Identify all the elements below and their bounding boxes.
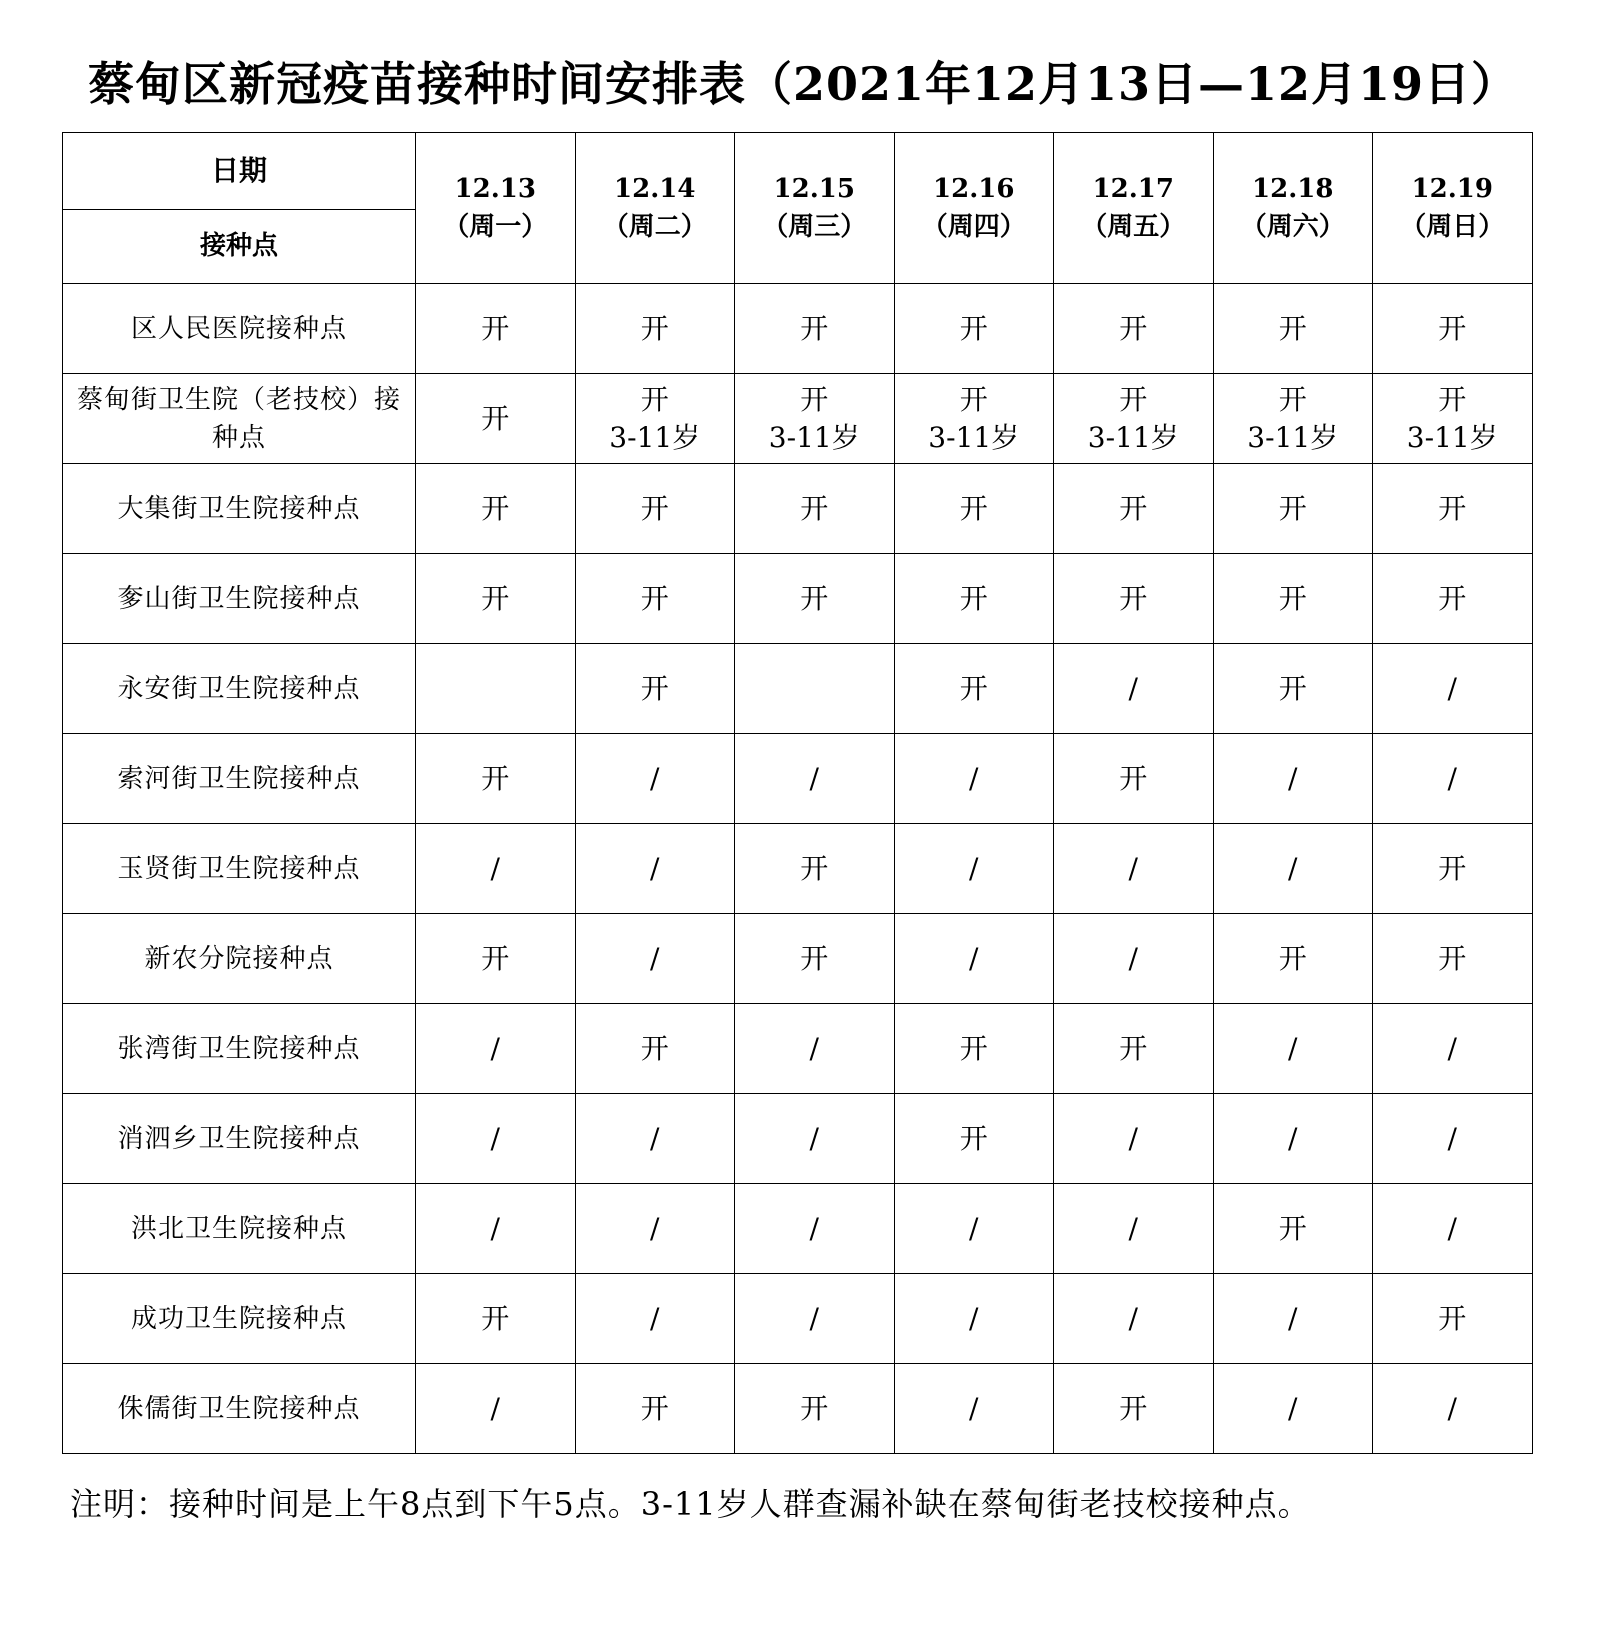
schedule-cell [1373, 1004, 1533, 1094]
age-range-note: 3-11岁 [928, 420, 1020, 454]
status-text: 开 [1278, 941, 1307, 975]
status-text: / [650, 941, 660, 975]
status-text: 开 [1438, 941, 1467, 975]
schedule-cell [1213, 1184, 1373, 1274]
table-row [63, 1274, 1533, 1364]
vaccination-schedule-table [62, 132, 1533, 1454]
status-text: 开 [1119, 761, 1148, 795]
schedule-cell [416, 734, 576, 824]
schedule-cell [1054, 464, 1214, 554]
schedule-cell [1054, 1184, 1214, 1274]
status-text: 开 [1278, 382, 1307, 416]
status-text: 开 [1438, 311, 1467, 345]
day-header-cell [894, 133, 1054, 284]
status-text: 开 [640, 311, 669, 345]
status-text: 开 [481, 581, 510, 615]
status-text: 开 [1438, 491, 1467, 525]
schedule-cell [1373, 824, 1533, 914]
corner-header-cell [63, 133, 416, 284]
table-header-row [63, 133, 1533, 284]
status-text: 开 [1119, 581, 1148, 615]
schedule-cell [1054, 1004, 1214, 1094]
schedule-cell [1054, 284, 1214, 374]
day-weekday: （周四） [921, 212, 1026, 242]
schedule-cell [894, 464, 1054, 554]
day-header-cell [1373, 133, 1533, 284]
age-range-note: 3-11岁 [1406, 420, 1498, 454]
status-text: 开 [959, 1121, 988, 1155]
status-text: 开 [800, 382, 829, 416]
status-text: 开 [959, 311, 988, 345]
schedule-cell [1373, 1364, 1533, 1454]
age-range-note: 3-11岁 [609, 420, 701, 454]
status-text: / [1128, 671, 1138, 705]
status-text: 开 [1278, 581, 1307, 615]
schedule-cell [894, 1184, 1054, 1274]
site-name-cell: 成功卫生院接种点 [63, 1274, 416, 1364]
schedule-cell [416, 824, 576, 914]
schedule-cell [1054, 644, 1214, 734]
table-row [63, 1184, 1533, 1274]
status-text: / [1288, 1301, 1298, 1335]
schedule-cell [1213, 1274, 1373, 1364]
schedule-cell [1054, 824, 1214, 914]
schedule-cell [575, 554, 735, 644]
schedule-cell [735, 554, 895, 644]
table-row [63, 284, 1533, 374]
table-row [63, 1004, 1533, 1094]
status-text: 开 [1119, 1391, 1148, 1425]
status-text: / [969, 1211, 979, 1245]
status-text: 开 [1278, 491, 1307, 525]
status-text: / [1128, 1211, 1138, 1245]
schedule-cell [1373, 374, 1533, 464]
day-weekday: （周五） [1081, 212, 1186, 242]
table-row [63, 1094, 1533, 1184]
schedule-cell [575, 1184, 735, 1274]
schedule-cell [575, 284, 735, 374]
status-text: / [1447, 1031, 1457, 1065]
schedule-cell [1213, 914, 1373, 1004]
day-header-cell [1213, 133, 1373, 284]
schedule-cell [1213, 734, 1373, 824]
schedule-cell [575, 1094, 735, 1184]
schedule-cell [894, 824, 1054, 914]
schedule-cell [735, 824, 895, 914]
schedule-cell [1373, 644, 1533, 734]
schedule-cell [894, 554, 1054, 644]
status-text: 开 [1278, 311, 1307, 345]
schedule-cell [416, 644, 576, 734]
schedule-cell [575, 1004, 735, 1094]
schedule-cell [416, 914, 576, 1004]
schedule-cell [1054, 1364, 1214, 1454]
status-text: 开 [481, 311, 510, 345]
status-text: / [1288, 1031, 1298, 1065]
schedule-cell [416, 1184, 576, 1274]
status-text: 开 [800, 1391, 829, 1425]
status-text: 开 [481, 491, 510, 525]
day-header-cell [416, 133, 576, 284]
status-text: / [809, 1031, 819, 1065]
status-text: / [490, 1391, 500, 1425]
schedule-cell [1054, 554, 1214, 644]
table-row [63, 374, 1533, 464]
status-text: 开 [640, 491, 669, 525]
site-name-cell: 大集街卫生院接种点 [63, 464, 416, 554]
schedule-cell [1054, 1274, 1214, 1364]
site-name-cell: 奓山街卫生院接种点 [63, 554, 416, 644]
schedule-cell [575, 464, 735, 554]
status-text: / [969, 941, 979, 975]
site-name-cell: 永安街卫生院接种点 [63, 644, 416, 734]
site-name-cell: 侏儒街卫生院接种点 [63, 1364, 416, 1454]
table-row [63, 644, 1533, 734]
day-weekday: （周二） [602, 212, 707, 242]
age-range-note: 3-11岁 [1247, 420, 1339, 454]
schedule-cell [735, 734, 895, 824]
schedule-cell [1373, 284, 1533, 374]
status-text: 开 [1438, 382, 1467, 416]
table-row [63, 464, 1533, 554]
schedule-cell [1213, 284, 1373, 374]
status-text: 开 [1119, 491, 1148, 525]
status-text: / [1447, 1121, 1457, 1155]
status-text: 开 [800, 851, 829, 885]
schedule-cell [735, 1274, 895, 1364]
schedule-cell [1213, 464, 1373, 554]
schedule-cell [735, 464, 895, 554]
schedule-cell [1213, 1364, 1373, 1454]
date-header-label: 日期 [63, 133, 415, 210]
schedule-cell [894, 914, 1054, 1004]
schedule-cell [894, 1094, 1054, 1184]
footnote: 注明：接种时间是上午8点到下午5点。3-11岁人群查漏补缺在蔡甸街老技校接种点。 [70, 1485, 1311, 1523]
schedule-cell [735, 914, 895, 1004]
schedule-cell [575, 1364, 735, 1454]
schedule-cell [1054, 1094, 1214, 1184]
status-text: / [969, 761, 979, 795]
schedule-cell [416, 464, 576, 554]
status-text: / [490, 1121, 500, 1155]
day-weekday: （周六） [1240, 212, 1345, 242]
status-text: 开 [1438, 851, 1467, 885]
status-text: / [650, 761, 660, 795]
day-header-cell [1054, 133, 1214, 284]
status-text: / [969, 1301, 979, 1335]
schedule-cell [1213, 1004, 1373, 1094]
schedule-cell [894, 644, 1054, 734]
status-text: / [809, 1301, 819, 1335]
status-text: 开 [640, 671, 669, 705]
day-header-cell [575, 133, 735, 284]
day-weekday: （周三） [762, 212, 867, 242]
status-text: / [490, 1211, 500, 1245]
status-text: / [1288, 761, 1298, 795]
schedule-cell [735, 1004, 895, 1094]
day-date: 12.13 [454, 174, 536, 204]
schedule-cell [1373, 1274, 1533, 1364]
site-name-cell: 玉贤街卫生院接种点 [63, 824, 416, 914]
table-row [63, 1364, 1533, 1454]
status-text: 开 [959, 1031, 988, 1065]
site-name-cell: 索河街卫生院接种点 [63, 734, 416, 824]
status-text: 开 [1438, 581, 1467, 615]
schedule-cell [1373, 1094, 1533, 1184]
status-text: 开 [1278, 671, 1307, 705]
site-name-cell: 区人民医院接种点 [63, 284, 416, 374]
status-text: / [1288, 851, 1298, 885]
schedule-cell [735, 1184, 895, 1274]
schedule-cell [735, 284, 895, 374]
day-weekday: （周一） [443, 212, 548, 242]
site-name-cell: 张湾街卫生院接种点 [63, 1004, 416, 1094]
schedule-cell [1054, 734, 1214, 824]
day-weekday: （周日） [1400, 212, 1505, 242]
day-date: 12.14 [614, 174, 696, 204]
status-text: / [969, 1391, 979, 1425]
status-text: 开 [640, 1031, 669, 1065]
schedule-cell [1373, 554, 1533, 644]
status-text: 开 [959, 491, 988, 525]
status-text: / [650, 1211, 660, 1245]
status-text: / [809, 1211, 819, 1245]
status-text: 开 [959, 581, 988, 615]
schedule-cell [735, 1364, 895, 1454]
schedule-cell [1213, 644, 1373, 734]
status-text: / [809, 1121, 819, 1155]
site-name-cell: 洪北卫生院接种点 [63, 1184, 416, 1274]
status-text: / [1128, 1121, 1138, 1155]
schedule-cell [575, 914, 735, 1004]
schedule-cell [894, 1364, 1054, 1454]
status-text: 开 [1119, 1031, 1148, 1065]
day-date: 12.18 [1252, 174, 1334, 204]
schedule-cell [575, 644, 735, 734]
day-date: 12.19 [1411, 174, 1493, 204]
site-name-cell: 新农分院接种点 [63, 914, 416, 1004]
status-text: 开 [640, 382, 669, 416]
schedule-cell [894, 1274, 1054, 1364]
status-text: / [490, 1031, 500, 1065]
status-text: / [969, 851, 979, 885]
status-text: 开 [800, 491, 829, 525]
schedule-cell [416, 1094, 576, 1184]
schedule-cell [1213, 554, 1373, 644]
schedule-cell [575, 1274, 735, 1364]
age-range-note: 3-11岁 [768, 420, 860, 454]
table-row [63, 914, 1533, 1004]
status-text: / [1128, 851, 1138, 885]
status-text: 开 [800, 311, 829, 345]
status-text: / [490, 851, 500, 885]
schedule-cell [1373, 734, 1533, 824]
schedule-cell [894, 1004, 1054, 1094]
status-text: 开 [959, 671, 988, 705]
schedule-cell [416, 284, 576, 374]
table-row [63, 734, 1533, 824]
schedule-cell [416, 554, 576, 644]
schedule-cell [1213, 1094, 1373, 1184]
status-text: 开 [1278, 1211, 1307, 1245]
schedule-cell [416, 374, 576, 464]
schedule-cell [1373, 1184, 1533, 1274]
status-text: / [1447, 1391, 1457, 1425]
site-name-cell: 蔡甸街卫生院（老技校）接种点 [63, 374, 416, 464]
schedule-cell [416, 1364, 576, 1454]
table-row [63, 554, 1533, 644]
schedule-cell [735, 1094, 895, 1184]
status-text: / [650, 1121, 660, 1155]
schedule-cell [1373, 464, 1533, 554]
schedule-cell [416, 1004, 576, 1094]
status-text: 开 [800, 581, 829, 615]
schedule-cell [735, 644, 895, 734]
status-text: / [1128, 941, 1138, 975]
schedule-cell [575, 734, 735, 824]
site-header-label: 接种点 [199, 231, 278, 261]
status-text: 开 [640, 1391, 669, 1425]
schedule-cell [1373, 914, 1533, 1004]
schedule-cell [575, 374, 735, 464]
status-text: 开 [1119, 382, 1148, 416]
day-date: 12.17 [1092, 174, 1174, 204]
status-text: 开 [481, 941, 510, 975]
status-text: / [809, 761, 819, 795]
site-name-cell: 消泗乡卫生院接种点 [63, 1094, 416, 1184]
day-date: 12.16 [933, 174, 1015, 204]
schedule-cell [575, 824, 735, 914]
status-text: 开 [481, 401, 510, 435]
status-text: / [1447, 761, 1457, 795]
status-text: 开 [800, 941, 829, 975]
status-text: / [1288, 1391, 1298, 1425]
status-text: 开 [1438, 1301, 1467, 1335]
day-header-cell [735, 133, 895, 284]
schedule-cell [1054, 374, 1214, 464]
status-text: / [650, 851, 660, 885]
schedule-cell [416, 1274, 576, 1364]
schedule-cell [1054, 914, 1214, 1004]
table-row [63, 824, 1533, 914]
schedule-cell [894, 374, 1054, 464]
schedule-cell [1213, 824, 1373, 914]
schedule-cell [735, 374, 895, 464]
schedule-cell [894, 734, 1054, 824]
status-text: 开 [640, 581, 669, 615]
status-text: 开 [1119, 311, 1148, 345]
status-text: / [1128, 1301, 1138, 1335]
page-title: 蔡甸区新冠疫苗接种时间安排表（2021年12月13日—12月19日） [87, 57, 1519, 111]
day-date: 12.15 [773, 174, 855, 204]
status-text: 开 [959, 382, 988, 416]
status-text: 开 [481, 1301, 510, 1335]
status-text: / [650, 1301, 660, 1335]
schedule-cell [894, 284, 1054, 374]
age-range-note: 3-11岁 [1087, 420, 1179, 454]
status-text: 开 [481, 761, 510, 795]
status-text: / [1288, 1121, 1298, 1155]
status-text: / [1447, 671, 1457, 705]
schedule-cell [1213, 374, 1373, 464]
status-text: / [1447, 1211, 1457, 1245]
